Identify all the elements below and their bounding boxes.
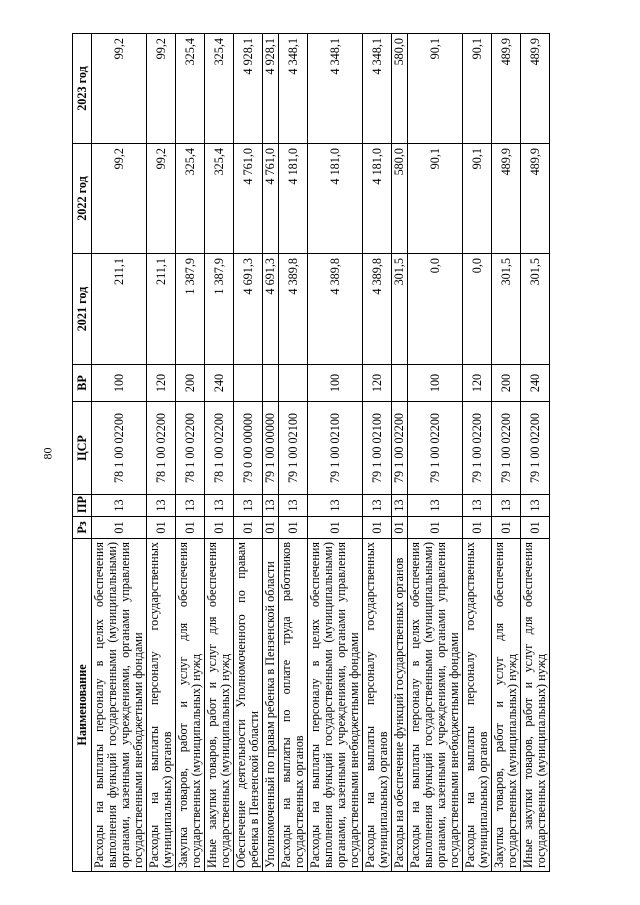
table-row (492, 34, 521, 872)
table-row (176, 34, 205, 872)
row-vr: 100 (92, 365, 147, 402)
row-2023: 580,0 (392, 34, 408, 144)
row-name: Обеспечение деятельности Уполномоченного по правам ребенка в Пензенской области (234, 539, 263, 872)
header-2021: 2021 год (73, 254, 92, 365)
row-csr: 78 1 00 02200 (176, 402, 205, 495)
row-2022: 325,4 (176, 144, 205, 254)
page-number: 80 (40, 447, 55, 460)
table-row (521, 34, 550, 872)
row-rz: 01 (392, 517, 408, 539)
row-name: Иные закупки товаров, работ и услуг для обеспечения государственных (муниципальных) нужд (205, 539, 234, 872)
row-2021: 301,5 (492, 254, 521, 365)
table-row (308, 34, 363, 872)
row-2023: 4 928,1 (234, 34, 263, 144)
row-rz: 01 (463, 517, 492, 539)
row-name: Расходы на выплаты персоналу государственных (муниципальных) органов (147, 539, 176, 872)
row-name: Расходы на обеспечение функций государственных органов (392, 539, 408, 872)
row-vr: 240 (521, 365, 550, 402)
table-row (92, 34, 147, 872)
row-2022: 99,2 (147, 144, 176, 254)
row-2021: 301,5 (392, 254, 408, 365)
row-2022: 4 761,0 (234, 144, 263, 254)
row-csr: 79 1 00 02100 (279, 402, 308, 495)
table-row (205, 34, 234, 872)
row-2021: 4 389,8 (308, 254, 363, 365)
row-2023: 325,4 (176, 34, 205, 144)
budget-table (72, 33, 550, 872)
row-csr: 78 1 00 02200 (205, 402, 234, 495)
row-2022: 489,9 (521, 144, 550, 254)
row-2023: 4 348,1 (363, 34, 392, 144)
row-rz: 01 (205, 517, 234, 539)
row-vr (234, 365, 263, 402)
row-name: Закупка товаров, работ и услуг для обеспечения государственных (муниципальных) нужд (492, 539, 521, 872)
row-2023: 4 928,1 (263, 34, 279, 144)
row-2023: 4 348,1 (308, 34, 363, 144)
row-pr: 13 (279, 495, 308, 517)
row-csr: 78 1 00 02200 (92, 402, 147, 495)
row-2021: 1 387,9 (205, 254, 234, 365)
table-row (234, 34, 263, 872)
row-2022: 325,4 (205, 144, 234, 254)
row-2022: 90,1 (408, 144, 463, 254)
row-rz: 01 (92, 517, 147, 539)
row-vr (263, 365, 279, 402)
row-pr: 13 (205, 495, 234, 517)
header-2022: 2022 год (73, 144, 92, 254)
row-pr: 13 (308, 495, 363, 517)
row-pr: 13 (463, 495, 492, 517)
row-name: Иные закупки товаров, работ и услуг для обеспечения государственных (муниципальных) нужд (521, 539, 550, 872)
row-name: Расходы на выплаты по оплате труда работников государственных органов (279, 539, 308, 872)
table-row (279, 34, 308, 872)
row-rz: 01 (408, 517, 463, 539)
table-row (363, 34, 392, 872)
header-rz: Рз (73, 517, 92, 539)
row-2023: 90,1 (408, 34, 463, 144)
row-rz: 01 (492, 517, 521, 539)
row-csr: 79 1 00 02200 (521, 402, 550, 495)
table-header-row (73, 34, 92, 872)
row-2023: 325,4 (205, 34, 234, 144)
row-2021: 4 691,3 (234, 254, 263, 365)
row-name: Закупка товаров, работ и услуг для обеспечения государственных (муниципальных) нужд (176, 539, 205, 872)
row-rz: 01 (521, 517, 550, 539)
row-csr: 79 1 00 02200 (392, 402, 408, 495)
row-name: Расходы на выплаты персоналу в целях обеспечения выполнения функций государственными (муниципальными) органами, казенными учреждениями, органами управления государственными внебюджетными фондами (408, 539, 463, 872)
row-2021: 211,1 (147, 254, 176, 365)
row-2021: 0,0 (463, 254, 492, 365)
row-pr: 13 (363, 495, 392, 517)
row-rz: 01 (234, 517, 263, 539)
row-2022: 99,2 (92, 144, 147, 254)
table-row (463, 34, 492, 872)
row-vr: 200 (492, 365, 521, 402)
row-rz: 01 (308, 517, 363, 539)
row-vr (279, 365, 308, 402)
table-row (263, 34, 279, 872)
row-rz: 01 (176, 517, 205, 539)
row-pr: 13 (234, 495, 263, 517)
row-name: Уполномоченный по правам ребенка в Пензенской области (263, 539, 279, 872)
row-2023: 99,2 (147, 34, 176, 144)
row-rz: 01 (279, 517, 308, 539)
row-vr: 120 (147, 365, 176, 402)
row-rz: 01 (263, 517, 279, 539)
row-2021: 4 691,3 (263, 254, 279, 365)
row-2021: 1 387,9 (176, 254, 205, 365)
row-name: Расходы на выплаты персоналу в целях обеспечения выполнения функций государственными (муниципальными) органами, казенными учреждениями, органами управления государственными внебюджетными фондами (308, 539, 363, 872)
row-2023: 489,9 (521, 34, 550, 144)
row-pr: 13 (392, 495, 408, 517)
table-row (408, 34, 463, 872)
row-2022: 489,9 (492, 144, 521, 254)
row-vr (392, 365, 408, 402)
row-rz: 01 (147, 517, 176, 539)
row-csr: 78 1 00 02200 (147, 402, 176, 495)
header-csr: ЦСР (73, 402, 92, 495)
row-csr: 79 1 00 02200 (492, 402, 521, 495)
row-2022: 4 761,0 (263, 144, 279, 254)
row-vr: 240 (205, 365, 234, 402)
row-vr: 100 (408, 365, 463, 402)
row-pr: 13 (176, 495, 205, 517)
row-name: Расходы на выплаты персоналу государственных (муниципальных) органов (363, 539, 392, 872)
row-csr: 79 1 00 02100 (363, 402, 392, 495)
row-pr: 13 (147, 495, 176, 517)
table-row (147, 34, 176, 872)
header-vr: ВР (73, 365, 92, 402)
header-name: Наименование (73, 539, 92, 872)
row-rz: 01 (363, 517, 392, 539)
row-csr: 79 1 00 02200 (463, 402, 492, 495)
row-csr: 79 1 00 02200 (408, 402, 463, 495)
row-vr: 120 (363, 365, 392, 402)
row-vr: 100 (308, 365, 363, 402)
row-2021: 211,1 (92, 254, 147, 365)
header-pr: ПР (73, 495, 92, 517)
row-pr: 13 (408, 495, 463, 517)
row-2023: 4 348,1 (279, 34, 308, 144)
header-2023: 2023 год (73, 34, 92, 144)
rotated-table-wrapper (72, 34, 580, 872)
row-vr: 200 (176, 365, 205, 402)
row-2023: 99,2 (92, 34, 147, 144)
row-2021: 4 389,8 (279, 254, 308, 365)
row-csr: 79 0 00 00000 (234, 402, 263, 495)
row-pr: 13 (263, 495, 279, 517)
row-pr: 13 (521, 495, 550, 517)
row-csr: 79 1 00 02100 (308, 402, 363, 495)
row-name: Расходы на выплаты персоналу государственных (муниципальных) органов (463, 539, 492, 872)
row-csr: 79 1 00 00000 (263, 402, 279, 495)
row-vr: 120 (463, 365, 492, 402)
row-pr: 13 (492, 495, 521, 517)
row-2022: 580,0 (392, 144, 408, 254)
row-2022: 4 181,0 (363, 144, 392, 254)
row-pr: 13 (92, 495, 147, 517)
row-2021: 0,0 (408, 254, 463, 365)
row-2023: 489,9 (492, 34, 521, 144)
table-body (92, 34, 550, 872)
row-2021: 301,5 (521, 254, 550, 365)
row-name: Расходы на выплаты персоналу в целях обеспечения выполнения функций государственными (муниципальными) органами, казенными учреждениями, органами управления государственными внебюджетными фондами (92, 539, 147, 872)
row-2021: 4 389,8 (363, 254, 392, 365)
row-2023: 90,1 (463, 34, 492, 144)
row-2022: 4 181,0 (308, 144, 363, 254)
row-2022: 4 181,0 (279, 144, 308, 254)
row-2022: 90,1 (463, 144, 492, 254)
table-row (392, 34, 408, 872)
